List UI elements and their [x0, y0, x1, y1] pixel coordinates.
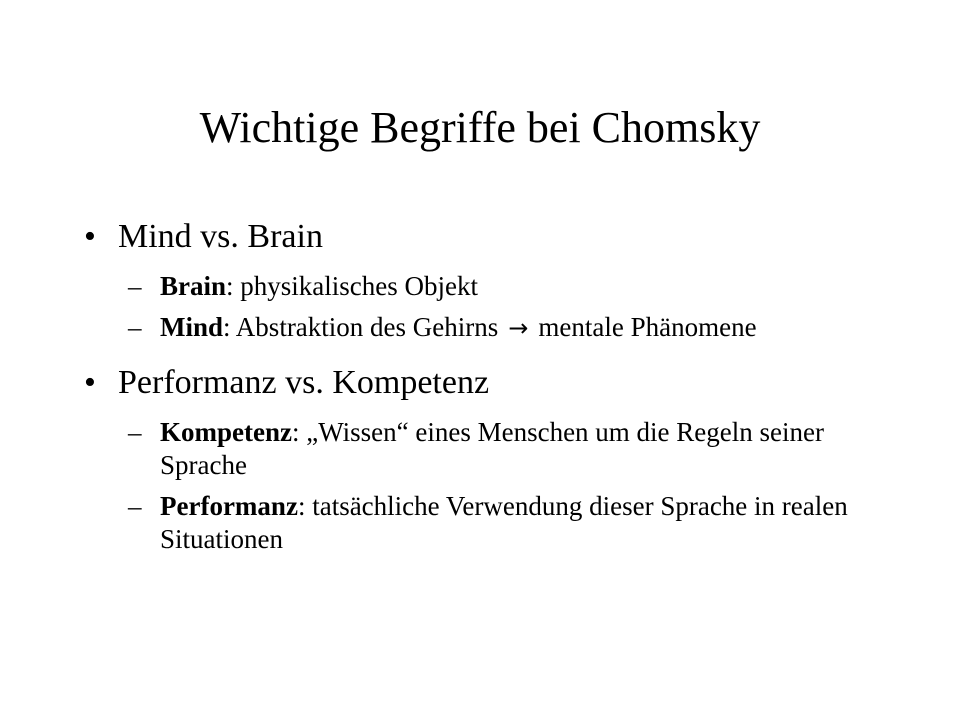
dash-marker: – — [128, 271, 142, 301]
subitem-performanz — [84, 490, 904, 556]
bullet-performanz-vs-kompetenz — [84, 358, 904, 408]
dash-marker: – — [128, 491, 142, 521]
definition-text-continued: mentale Phänomene — [538, 312, 757, 342]
slide-title: Wichtige Begriffe bei Chomsky — [199, 103, 761, 152]
term-brain: Brain — [160, 271, 227, 301]
dash-marker: – — [128, 312, 142, 342]
term-performanz: Performanz — [160, 491, 298, 521]
bullet-text: Mind vs. Brain — [118, 218, 323, 255]
definition-text: „Wissen“ eines Menschen um die Regeln seiner Sprache — [160, 417, 824, 480]
term-mind: Mind — [160, 312, 224, 342]
bullet-marker: • — [84, 364, 96, 401]
bullet-text: Performanz vs. Kompetenz — [118, 364, 490, 401]
subitem-kompetenz — [84, 416, 904, 482]
right-arrow-icon: → — [508, 314, 529, 342]
separator: : — [297, 491, 306, 521]
definition-text: Abstraktion des Gehirns — [230, 312, 499, 342]
separator: : — [223, 312, 231, 342]
separator: : — [291, 417, 300, 447]
separator: : — [226, 271, 234, 301]
dash-marker: – — [128, 417, 142, 447]
definition-text: tatsächliche Verwendung dieser Sprache in realen Situationen — [160, 491, 848, 554]
subitem-mind — [84, 311, 904, 345]
term-kompetenz: Kompetenz — [160, 417, 292, 447]
bullet-list — [84, 212, 904, 556]
bullet-marker: • — [84, 218, 96, 255]
definition-text: physikalisches Objekt — [233, 271, 478, 301]
subitem-brain — [84, 270, 904, 303]
bullet-mind-vs-brain — [84, 212, 904, 262]
